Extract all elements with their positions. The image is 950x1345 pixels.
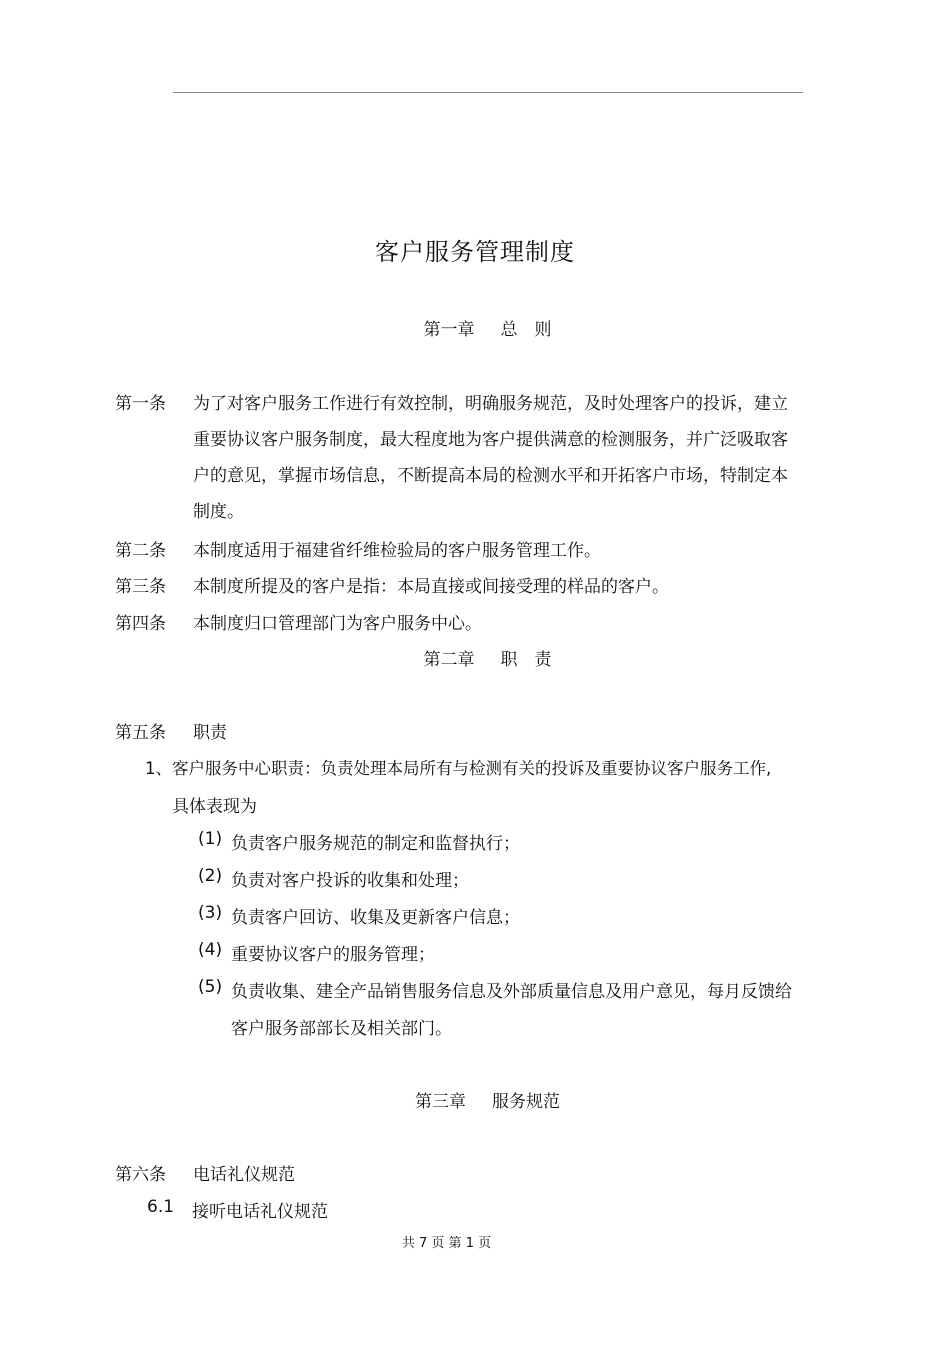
article-label-6: 第六条 bbox=[115, 1165, 166, 1185]
section-number-6-1: 6.1 bbox=[147, 1197, 175, 1217]
page-title: 客户服务管理制度 bbox=[375, 238, 575, 266]
sub-item-number-1: (1) bbox=[198, 829, 223, 849]
sub-item-number-4: (4) bbox=[198, 940, 223, 960]
article-label-3: 第三条 bbox=[115, 577, 166, 597]
chapter-number: 第二章 bbox=[423, 650, 475, 670]
article-1-line-1: 为了对客户服务工作进行有效控制，明确服务规范，及时处理客户的投诉，建立 bbox=[193, 394, 788, 414]
duty-item-1-line-1: 1、客户服务中心职责：负责处理本局所有与检测有关的投诉及重要协议客户服务工作, bbox=[145, 759, 772, 778]
article-6-text: 电话礼仪规范 bbox=[193, 1165, 295, 1185]
article-2-text: 本制度适用于福建省纤维检验局的客户服务管理工作。 bbox=[193, 541, 601, 561]
sub-item-number-5: (5) bbox=[198, 977, 223, 997]
chapter-name: 总 则 bbox=[500, 320, 552, 340]
article-label-5: 第五条 bbox=[115, 723, 166, 743]
sub-item-number-3: (3) bbox=[198, 903, 223, 923]
sub-item-text-5: 负责收集、建全产品销售服务信息及外部质量信息及用户意见，每月反馈给 bbox=[231, 982, 792, 1002]
page-footer: 共 7 页 第 1 页 bbox=[401, 1236, 492, 1251]
chapter-name: 服务规范 bbox=[492, 1092, 560, 1112]
header-rule bbox=[173, 92, 803, 93]
sub-item-text-2: 负责对客户投诉的收集和处理； bbox=[231, 871, 469, 891]
article-1-line-2: 重要协议客户服务制度，最大程度地为客户提供满意的检测服务，并广泛吸取客 bbox=[193, 430, 788, 450]
article-4-text: 本制度归口管理部门为客户服务中心。 bbox=[193, 614, 482, 634]
sub-item-number-2: (2) bbox=[198, 866, 223, 886]
article-label-2: 第二条 bbox=[115, 541, 166, 561]
article-label-1: 第一条 bbox=[115, 394, 166, 414]
article-label-4: 第四条 bbox=[115, 614, 166, 634]
sub-item-text-4: 重要协议客户的服务管理； bbox=[231, 945, 435, 965]
sub-item-text-3: 负责客户回访、收集及更新客户信息； bbox=[231, 908, 520, 928]
chapter-heading-3 bbox=[0, 1087, 950, 1112]
section-title-6-1: 接听电话礼仪规范 bbox=[192, 1202, 328, 1222]
chapter-heading-2 bbox=[0, 645, 950, 670]
article-3-text: 本制度所提及的客户是指：本局直接或间接受理的样品的客户。 bbox=[193, 577, 669, 597]
chapter-heading-1 bbox=[0, 315, 950, 340]
sub-item-text-5-line-2: 客户服务部部长及相关部门。 bbox=[231, 1019, 452, 1039]
chapter-name: 职 责 bbox=[500, 650, 552, 670]
chapter-number: 第三章 bbox=[415, 1092, 466, 1112]
article-1-line-4: 制度。 bbox=[193, 502, 244, 522]
chapter-number: 第一章 bbox=[423, 320, 475, 340]
article-5-text: 职责 bbox=[193, 723, 227, 743]
article-1-line-3: 户的意见，掌握市场信息，不断提高本局的检测水平和开拓客户市场，特制定本 bbox=[193, 466, 788, 486]
sub-item-text-1: 负责客户服务规范的制定和监督执行； bbox=[231, 834, 520, 854]
duty-item-1-line-2: 具体表现为 bbox=[172, 797, 257, 817]
